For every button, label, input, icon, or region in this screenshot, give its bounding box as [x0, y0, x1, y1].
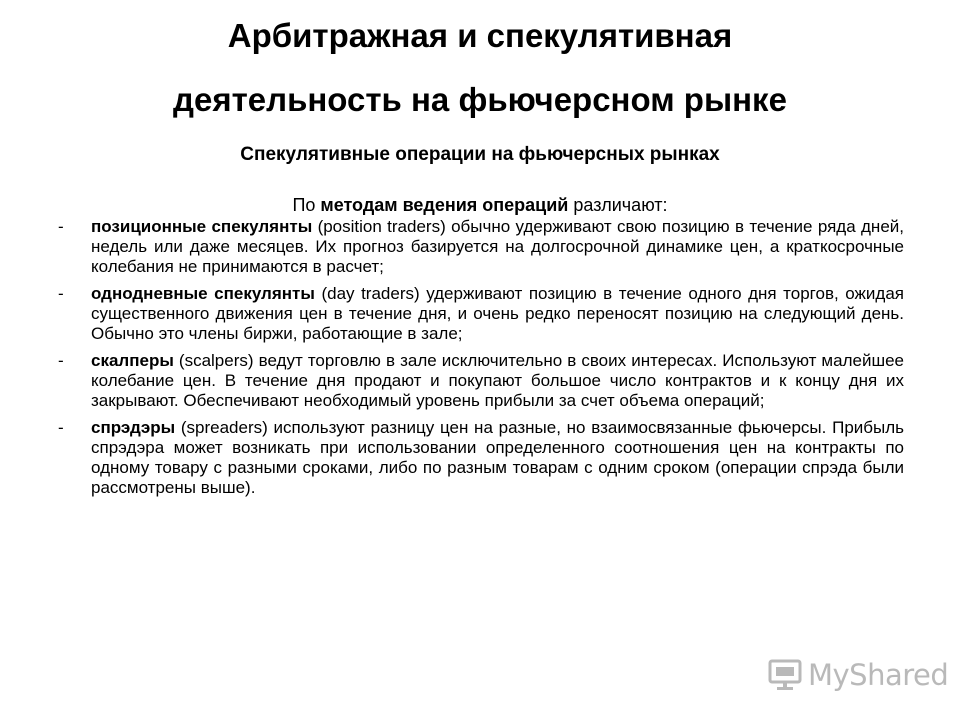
title-line-2: деятельность на фьючерсном рынке [173, 81, 787, 118]
list-item-day-traders [58, 284, 904, 344]
item-text: (day traders) удерживают позицию в течение одного дня торгов, ожидая существенного движения цен в течение дня, и очень редко переносят позицию на следующий день. Обычно это члены биржи, работающие в зале; [91, 284, 904, 343]
list-dash: - [58, 217, 64, 236]
slide-subtitle: Спекулятивные операции на фьючерсных рынках [240, 144, 720, 165]
list-dash: - [58, 418, 64, 437]
list-dash: - [58, 284, 64, 303]
item-text: (spreaders) используют разницу цен на разные, но взаимосвязанные фьючерсы. Прибыль спрэдэра может возникать при использовании определенного соотношения цен на контракты по одному товару с разными сроками, либо по разным товарам с одним сроком (операции спрэда были рассмотрены выше). [91, 418, 904, 497]
watermark-text: MyShared [808, 658, 949, 692]
item-text: (scalpers) ведут торговлю в зале исключительно в своих интересах. Используют малейшее колебание цен. В течение дня продают и покупают большое число контрактов и к концу дня их закрывают. Обеспечивают необходимый уровень прибыли за счет объема операций; [91, 351, 904, 410]
title-line-1: Арбитражная и спекулятивная [227, 17, 733, 54]
slide-title [0, 4, 960, 132]
list-item-spreaders [58, 418, 904, 498]
intro-bold: методам ведения операций [320, 195, 569, 215]
myshared-watermark [768, 655, 948, 695]
item-term: скалперы [91, 351, 174, 370]
list-item-position-traders [58, 217, 904, 277]
item-term: позиционные спекулянты [91, 217, 313, 236]
item-term: спрэдэры [91, 418, 176, 437]
item-text: (position traders) обычно удерживают свою позицию в течение ряда дней, недель или даже месяцев. Их прогноз базируется на долгосрочной динамике цен, а краткосрочные колебания не принимаются в расчет; [91, 217, 904, 276]
list-dash: - [58, 351, 64, 370]
presentation-screen-icon [768, 658, 802, 692]
item-term: однодневные спекулянты [91, 284, 315, 303]
list-item-scalpers [58, 351, 904, 411]
intro-line [0, 193, 960, 217]
intro-suffix: различают: [568, 195, 668, 215]
intro-prefix: По [292, 195, 321, 215]
speculator-list [58, 217, 904, 505]
